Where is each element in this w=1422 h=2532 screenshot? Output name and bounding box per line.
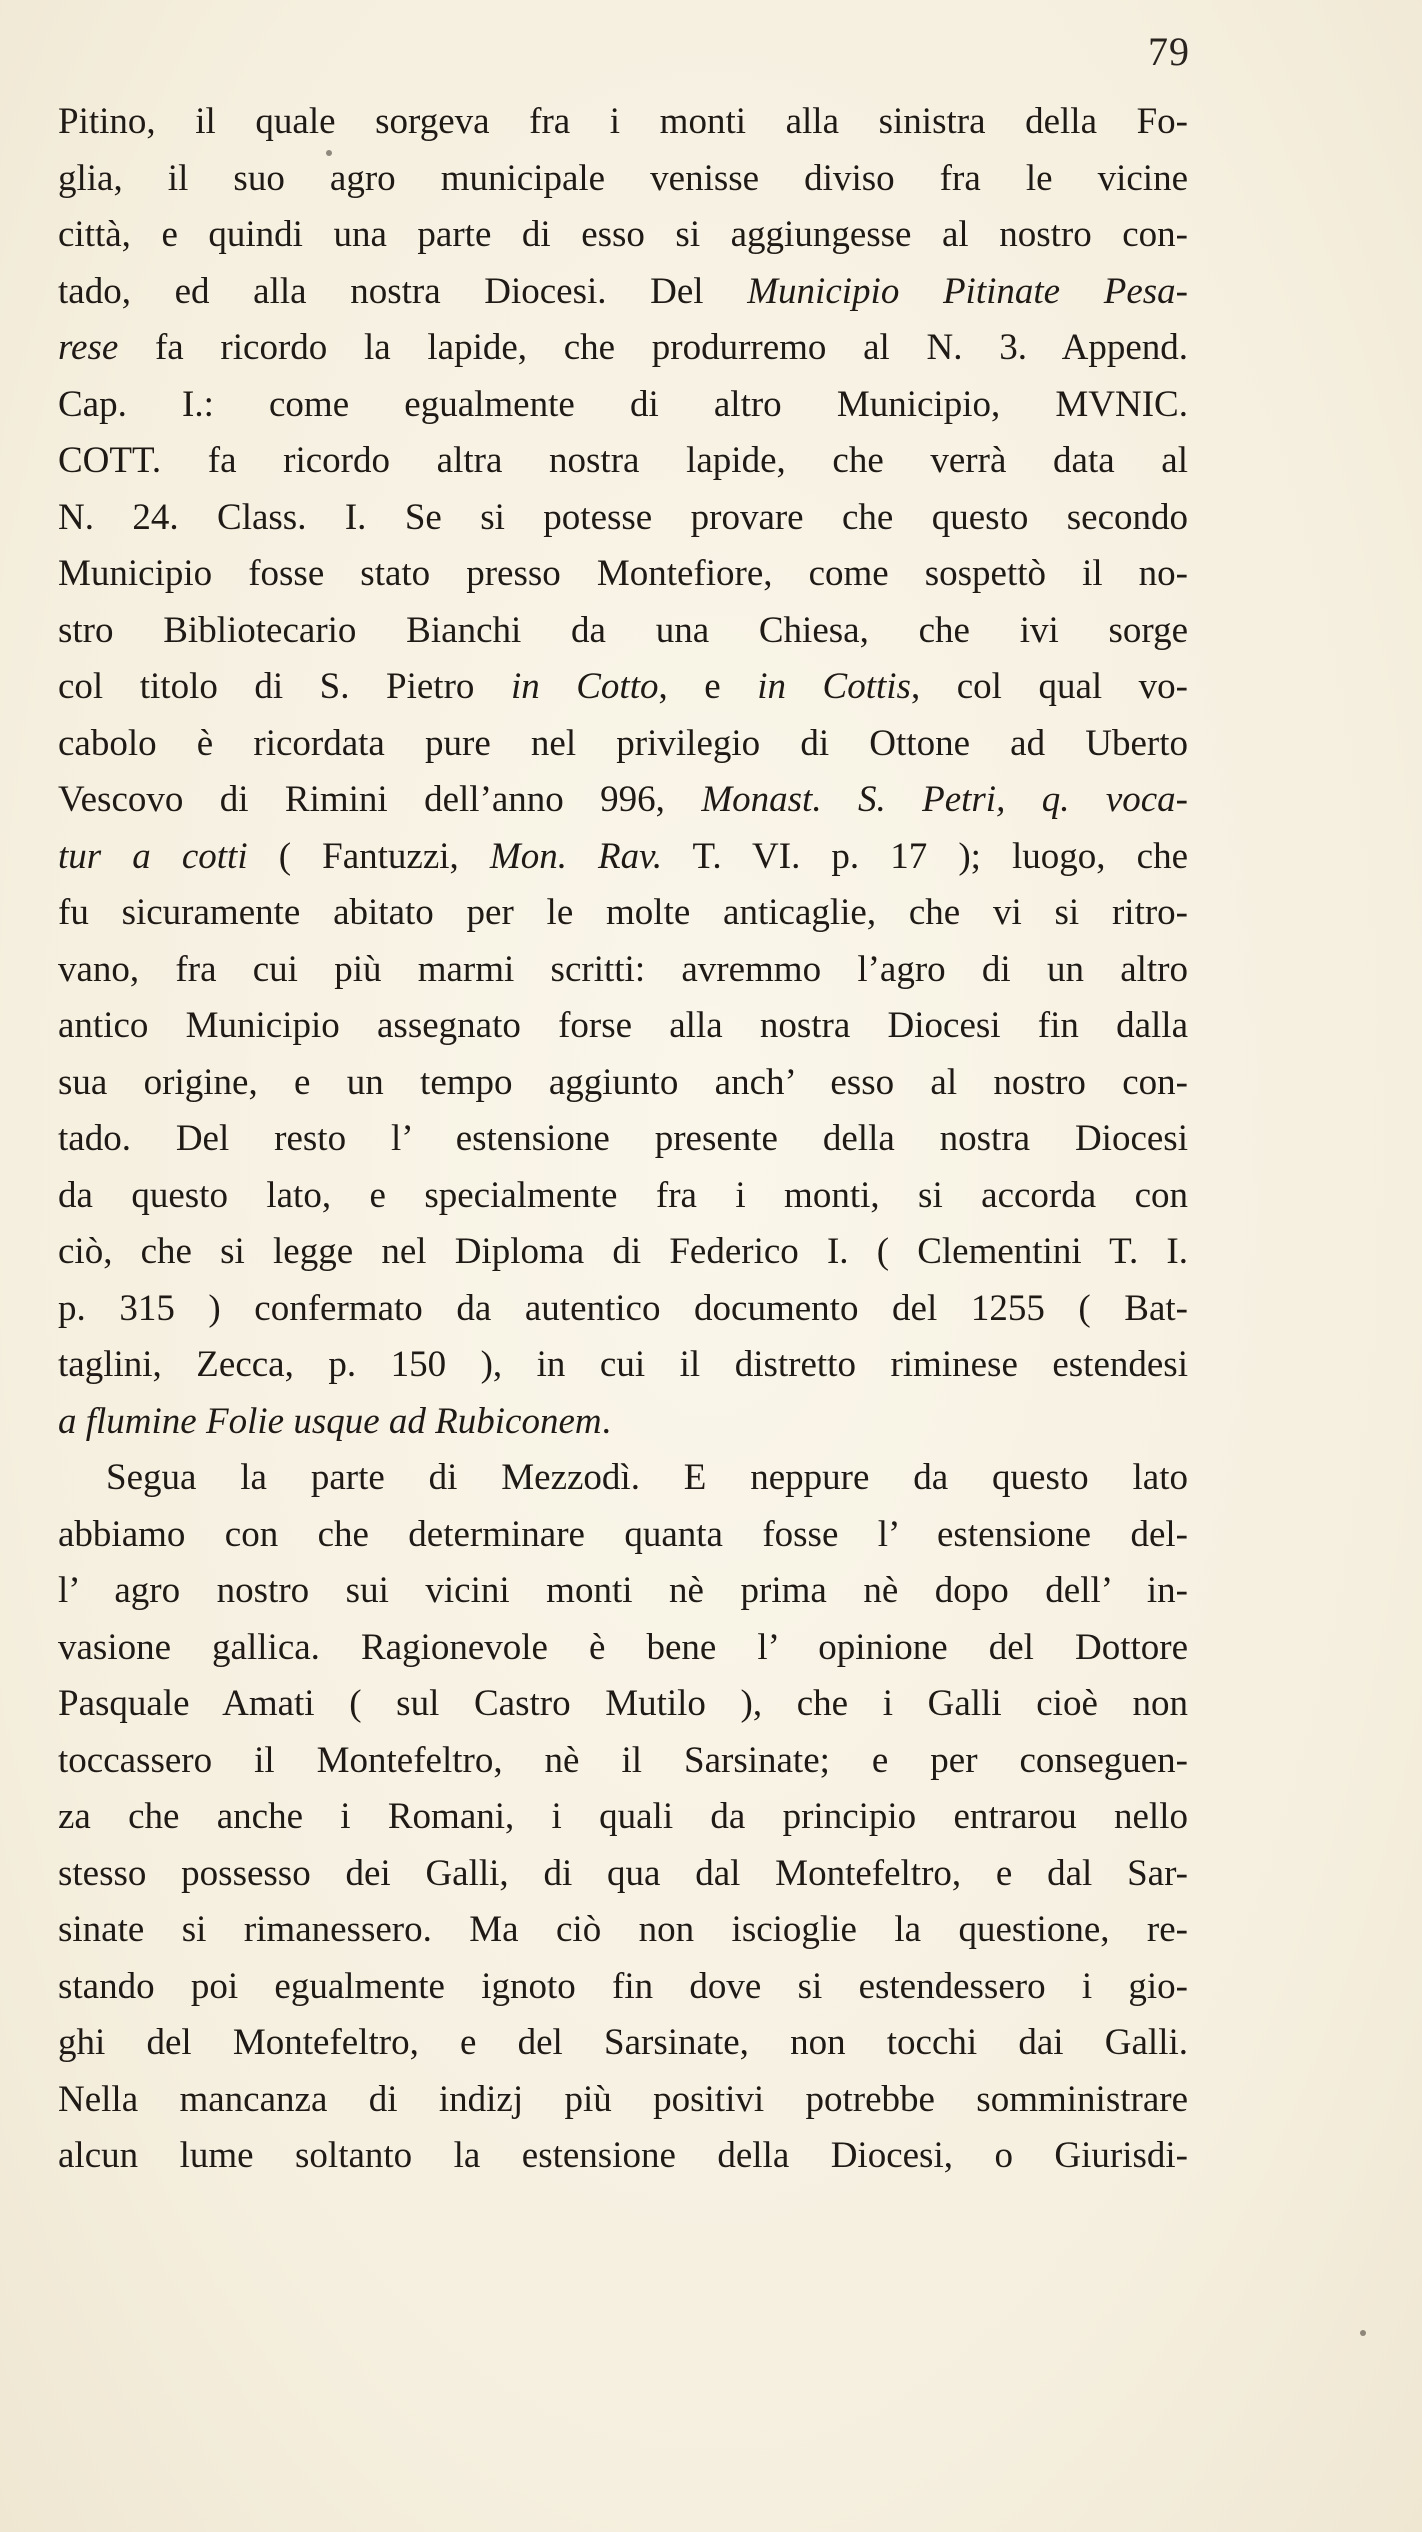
text-line xyxy=(58,942,1188,999)
text-line xyxy=(58,1281,1188,1338)
text-line xyxy=(58,829,1188,886)
text-line xyxy=(58,2072,1188,2129)
text-run: COTT. fa ricordo altra nostra lapide, che verrà data al xyxy=(58,440,1188,481)
text-run: antico Municipio assegnato forse alla nostra Diocesi fin dalla xyxy=(58,1005,1188,1046)
text-run: p. 315 ) confermato da autentico documento del 1255 ( Bat- xyxy=(58,1287,1188,1329)
text-run: stro Bibliotecario Bianchi da una Chiesa, che ivi sorge xyxy=(58,609,1188,651)
text-line xyxy=(58,603,1188,660)
text-run: città, e quindi una parte di esso si aggiungesse al nostro con- xyxy=(58,214,1188,255)
text-line xyxy=(58,1111,1188,1168)
text-line xyxy=(58,1055,1188,1112)
text-line xyxy=(58,1733,1188,1790)
text-line xyxy=(58,1959,1188,2016)
text-line xyxy=(58,1846,1188,1903)
text-line xyxy=(58,1450,1188,1507)
text-run: da questo lato, e specialmente fra i monti, si accorda con xyxy=(58,1174,1188,1216)
text-line xyxy=(58,1394,1188,1451)
text-run: fa ricordo la lapide, che produrremo al N. 3. Append. xyxy=(118,327,1188,368)
text-line xyxy=(58,1789,1188,1846)
text-line xyxy=(58,1620,1188,1677)
italic-run: rese xyxy=(58,327,119,368)
italic-run: in Cotto xyxy=(510,666,659,707)
text-run: Segua la parte di Mezzodì. E neppure da questo lato xyxy=(106,1457,1188,1498)
text-line xyxy=(58,1902,1188,1959)
body-text xyxy=(58,94,1188,2185)
italic-run: Monast. S. Petri, q. voca- xyxy=(701,779,1188,820)
italic-run: Municipio Pitinate Pesa- xyxy=(747,270,1188,312)
text-line xyxy=(58,2128,1188,2185)
ink-speck xyxy=(1360,2330,1366,2336)
text-line xyxy=(58,772,1188,829)
text-line xyxy=(58,885,1188,942)
text-run: . xyxy=(601,1400,611,1442)
text-line xyxy=(58,2015,1188,2072)
text-run: Vescovo di Rimini dell’anno 996, xyxy=(58,779,702,820)
page-number: 79 xyxy=(1148,29,1190,74)
text-line xyxy=(58,94,1188,151)
text-run: tado. Del resto l’ estensione presente della nostra Diocesi xyxy=(58,1118,1188,1159)
text-line xyxy=(58,716,1188,773)
text-line xyxy=(58,546,1188,603)
text-line xyxy=(58,433,1188,490)
text-run: N. 24. Class. I. Se si potesse provare che questo secondo xyxy=(58,496,1188,538)
text-run: Municipio fosse stato presso Montefiore, come sospettò il no- xyxy=(58,553,1188,594)
text-line xyxy=(58,151,1188,208)
text-run: ( Fantuzzi, xyxy=(247,835,490,877)
text-line xyxy=(58,377,1188,434)
text-line xyxy=(58,1224,1188,1281)
text-line xyxy=(58,490,1188,547)
text-run: T. VI. p. 17 ); luogo, che xyxy=(662,835,1188,877)
text-run: , col qual vo- xyxy=(910,666,1188,707)
text-run: ghi del Montefeltro, e del Sarsinate, non tocchi dai Galli. xyxy=(58,2022,1188,2063)
text-run: Pasquale Amati ( sul Castro Mutilo ), che i Galli cioè non xyxy=(58,1683,1188,1724)
text-run: Pitino, il quale sorgeva fra i monti alla sinistra della Fo- xyxy=(58,101,1188,142)
text-line xyxy=(58,1507,1188,1564)
text-line xyxy=(58,1337,1188,1394)
text-run: ciò, che si legge nel Diploma di Federico I. ( Clementini T. I. xyxy=(58,1231,1188,1272)
italic-run: in Cottis xyxy=(757,666,911,707)
text-run: abbiamo con che determinare quanta fosse l’ estensione del- xyxy=(58,1513,1188,1555)
text-run: l’ agro nostro sui vicini monti nè prima nè dopo dell’ in- xyxy=(58,1570,1188,1611)
text-run: za che anche i Romani, i quali da principio entrarou nello xyxy=(58,1796,1188,1837)
text-run: alcun lume soltanto la estensione della Diocesi, o Giurisdi- xyxy=(58,2135,1188,2176)
text-run: vano, fra cui più marmi scritti: avremmo l’agro di un altro xyxy=(58,948,1188,990)
text-run: tado, ed alla nostra Diocesi. Del xyxy=(58,270,748,312)
text-line xyxy=(58,659,1188,716)
ink-speck xyxy=(326,150,332,156)
text-run: , e xyxy=(658,666,758,707)
text-run: sua origine, e un tempo aggiunto anch’ esso al nostro con- xyxy=(58,1061,1188,1103)
italic-run: Mon. Rav. xyxy=(489,835,663,877)
text-run: fu sicuramente abitato per le molte anticaglie, che vi si ritro- xyxy=(58,892,1188,933)
text-run: taglini, Zecca, p. 150 ), in cui il distretto riminese estendesi xyxy=(58,1344,1188,1385)
italic-run: a flumine Folie usque ad Rubiconem xyxy=(58,1400,602,1442)
text-run: vasione gallica. Ragionevole è bene l’ opinione del Dottore xyxy=(58,1626,1188,1668)
text-run: toccassero il Montefeltro, nè il Sarsinate; e per conseguen- xyxy=(58,1739,1188,1781)
text-run: col titolo di S. Pietro xyxy=(58,666,511,707)
text-line xyxy=(58,1168,1188,1225)
text-line xyxy=(58,320,1188,377)
text-line xyxy=(58,1676,1188,1733)
italic-run: tur a cotti xyxy=(58,835,248,877)
text-run: stesso possesso dei Galli, di qua dal Montefeltro, e dal Sar- xyxy=(58,1852,1188,1894)
text-line xyxy=(58,998,1188,1055)
text-run: cabolo è ricordata pure nel privilegio di Ottone ad Uberto xyxy=(58,722,1188,764)
text-line xyxy=(58,207,1188,264)
text-line xyxy=(58,1563,1188,1620)
text-run: glia, il suo agro municipale venisse diviso fra le vicine xyxy=(58,157,1188,199)
text-run: sinate si rimanessero. Ma ciò non iscioglie la questione, re- xyxy=(58,1909,1188,1950)
text-run: Cap. I.: come egualmente di altro Municipio, MVNIC. xyxy=(58,383,1188,425)
text-run: stando poi egualmente ignoto fin dove si estendessero i gio- xyxy=(58,1965,1188,2007)
text-run: Nella mancanza di indizj più positivi potrebbe somministrare xyxy=(58,2078,1188,2120)
text-line xyxy=(58,264,1188,321)
